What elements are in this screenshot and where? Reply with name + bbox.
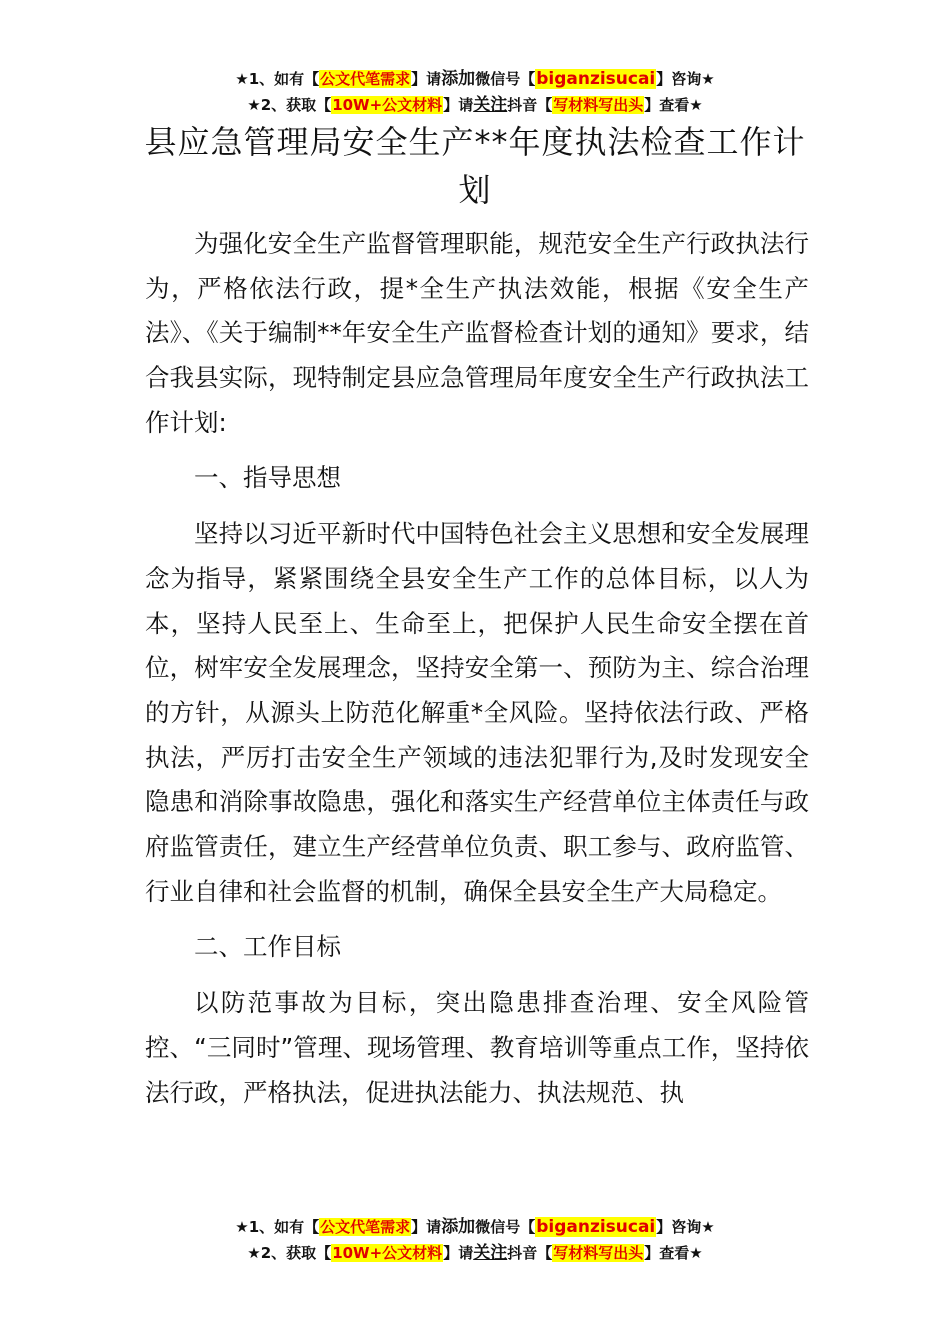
promo-wechat-id: biganzisucai [536, 1217, 656, 1237]
promo-highlight: 公文代笔需求 [320, 1218, 411, 1236]
document-title: 县应急管理局安全生产**年度执法检查工作计划 [144, 123, 806, 209]
promo-text: ★2、获取【 [247, 1244, 332, 1262]
promo-douyin-id: 写材料写出头 [553, 1244, 644, 1262]
promo-text: 】咨询★ [656, 70, 715, 88]
section-body-guiding-ideology: 坚持以习近平新时代中国特色社会主义思想和安全发展理念为指导，紧紧围绕全县安全生产工作的总体目标，以人为本，坚持人民至上、生命至上，把保护人民生命安全摆在首位，树牢安全发展理念，坚持安全第一、预防为主、综合治理的方针，从源头上防范化解重*全风险。坚持依法行政、严格执法，严厉打击安全生产领域的违法犯罪行为,及时发现安全隐患和消除事故隐患，强化和落实生产经营单位主体责任与政府监管责任，建立生产经营单位负责、职工参与、政府监管、行业自律和社会监督的机制，确保全县安全生产大局稳定。 [145, 519, 809, 906]
promo-text: 】请 [411, 1218, 442, 1236]
promo-text: 】咨询★ [656, 1218, 715, 1236]
promo-emphasis: 关注 [473, 95, 508, 115]
promo-text: 】请 [411, 70, 442, 88]
promo-douyin-id: 写材料写出头 [553, 96, 644, 114]
promo-text: 微信号【 [475, 70, 536, 88]
section-heading-work-goals: 二、工作目标 [194, 931, 341, 961]
section-heading-guiding-ideology: 一、指导思想 [194, 462, 341, 492]
promo-text: 】请 [443, 1244, 474, 1262]
promo-emphasis: 关注 [473, 1243, 508, 1263]
document-body [145, 222, 809, 1125]
promo-text: ★2、获取【 [247, 96, 332, 114]
promo-text: 抖音【 [507, 96, 553, 114]
promo-line-1 [0, 1214, 950, 1240]
footer-promo-banner [0, 1214, 950, 1266]
promo-highlight: 10W+公文材料 [332, 96, 443, 114]
promo-text: 】查看★ [644, 1244, 703, 1262]
promo-highlight: 10W+公文材料 [332, 1244, 443, 1262]
promo-wechat-id: biganzisucai [536, 69, 656, 89]
promo-text: 】查看★ [644, 96, 703, 114]
header-promo-banner [0, 66, 950, 118]
promo-line-2 [0, 92, 950, 118]
section-body-work-goals: 以防范事故为目标，突出隐患排查治理、安全风险管控、“三同时”管理、现场管理、教育培训等重点工作，坚持依法行政，严格执法，促进执法能力、执法规范、执 [145, 988, 809, 1107]
intro-paragraph: 为强化安全生产监督管理职能，规范安全生产行政执法行为，严格依法行政，提*全生产执法效能，根据《安全生产法》、《关于编制**年安全生产监督检查计划的通知》要求，结合我县实际，现特制定县应急管理局年度安全生产行政执法工作计划: [145, 229, 809, 437]
promo-text: 微信号【 [475, 1218, 536, 1236]
promo-text: 抖音【 [507, 1244, 553, 1262]
promo-emphasis: 添加 [441, 1217, 476, 1237]
promo-line-2 [0, 1240, 950, 1266]
promo-text: ★1、如有【 [235, 1218, 320, 1236]
promo-emphasis: 添加 [441, 69, 476, 89]
promo-text: ★1、如有【 [235, 70, 320, 88]
promo-text: 】请 [443, 96, 474, 114]
promo-line-1 [0, 66, 950, 92]
promo-highlight: 公文代笔需求 [320, 70, 411, 88]
